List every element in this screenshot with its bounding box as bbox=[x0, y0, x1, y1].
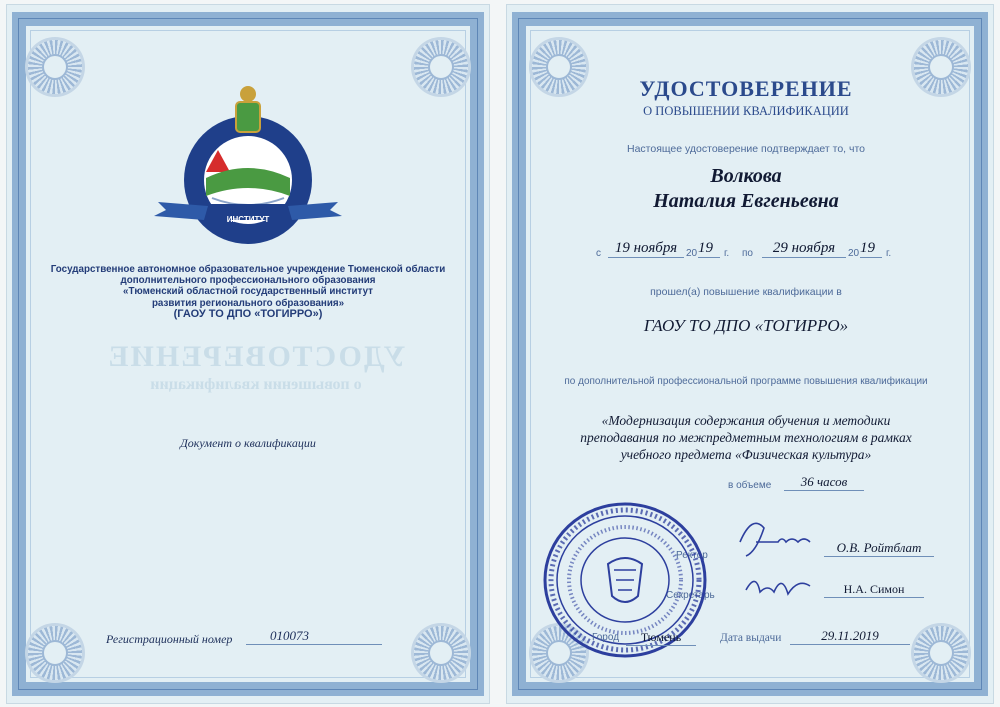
document-type: Документ о квалификации bbox=[180, 436, 316, 450]
city-name: Тюмень bbox=[626, 630, 696, 646]
surname: Волкова bbox=[710, 165, 782, 187]
period-from-label: с bbox=[596, 248, 601, 259]
organization-name bbox=[46, 264, 450, 320]
registration-label: Регистрационный номер bbox=[106, 632, 233, 646]
period-from-year-suffix: г. bbox=[724, 248, 730, 259]
certificate-left-page bbox=[6, 4, 490, 704]
emblem-ribbon-text: ИНСТИТУТ bbox=[226, 215, 270, 224]
org-line: «Тюменский областной государственный институт bbox=[123, 286, 373, 298]
program-title-line: учебного предмета «Физическая культура» bbox=[620, 447, 872, 462]
period-to-year-suffix: г. bbox=[886, 248, 892, 259]
period-from-year-prefix: 20 bbox=[686, 248, 698, 259]
certificate-right-page bbox=[506, 4, 994, 704]
program-title-line: преподавания по межпредметным технологиям в рамках bbox=[580, 430, 912, 445]
program-title-line: «Модернизация содержания обучения и методики bbox=[601, 413, 891, 428]
program-title bbox=[556, 412, 936, 463]
secretary-label: Секретарь bbox=[666, 590, 715, 601]
training-period bbox=[596, 240, 906, 262]
director-label: Ректор bbox=[676, 550, 708, 561]
registration-number: 010073 bbox=[246, 628, 382, 645]
period-to-year-prefix: 20 bbox=[848, 248, 860, 259]
period-to-label: по bbox=[742, 248, 753, 259]
period-to-date: 29 ноября bbox=[762, 240, 846, 258]
rosette-ornament bbox=[28, 40, 82, 94]
rosette-ornament bbox=[414, 626, 468, 680]
program-text: по дополнительной профессиональной программе повышения квалификации bbox=[564, 376, 928, 387]
period-from-year: 19 bbox=[698, 240, 720, 258]
org-line: Государственное автономное образовательное учреждение Тюменской области bbox=[50, 264, 446, 275]
watermark-title: УДОСТОВЕРЕНИЕ bbox=[106, 340, 406, 373]
institution-name: ГАОУ ТО ДПО «ТОГИРРО» bbox=[643, 316, 849, 335]
secretary-name: Н.А. Симон bbox=[824, 582, 924, 598]
rosette-ornament bbox=[414, 40, 468, 94]
volume-label: в объеме bbox=[728, 480, 772, 491]
secretary-signature bbox=[738, 564, 828, 604]
confirm-text: Настоящее удостоверение подтверждает то, что bbox=[627, 143, 865, 155]
watermark-subtitle: о повышении квалификации bbox=[150, 376, 362, 393]
certificate-subtitle: О ПОВЫШЕНИИ КВАЛИФИКАЦИИ bbox=[643, 104, 849, 118]
volume-value: 36 часов bbox=[784, 474, 864, 491]
passed-text: прошел(а) повышение квалификации в bbox=[650, 286, 842, 298]
period-from-date: 19 ноября bbox=[608, 240, 684, 258]
org-line: развития регионального образования» bbox=[151, 297, 345, 309]
org-line: дополнительного профессионального образования bbox=[120, 275, 376, 287]
institute-emblem bbox=[148, 80, 348, 260]
certificate-title: УДОСТОВЕРЕНИЕ bbox=[639, 76, 853, 101]
rosette-ornament bbox=[28, 626, 82, 680]
issue-date: 29.11.2019 bbox=[790, 628, 910, 645]
director-name: О.В. Ройтблат bbox=[824, 540, 934, 557]
rosette-ornament bbox=[914, 626, 968, 680]
period-to-year: 19 bbox=[860, 240, 882, 258]
org-abbreviation: (ГАОУ ТО ДПО «ТОГИРРО») bbox=[173, 307, 323, 320]
given-names: Наталия Евгеньевна bbox=[653, 190, 839, 212]
city-label: Город bbox=[592, 632, 620, 643]
issue-date-label: Дата выдачи bbox=[720, 632, 782, 644]
director-signature bbox=[726, 512, 826, 562]
